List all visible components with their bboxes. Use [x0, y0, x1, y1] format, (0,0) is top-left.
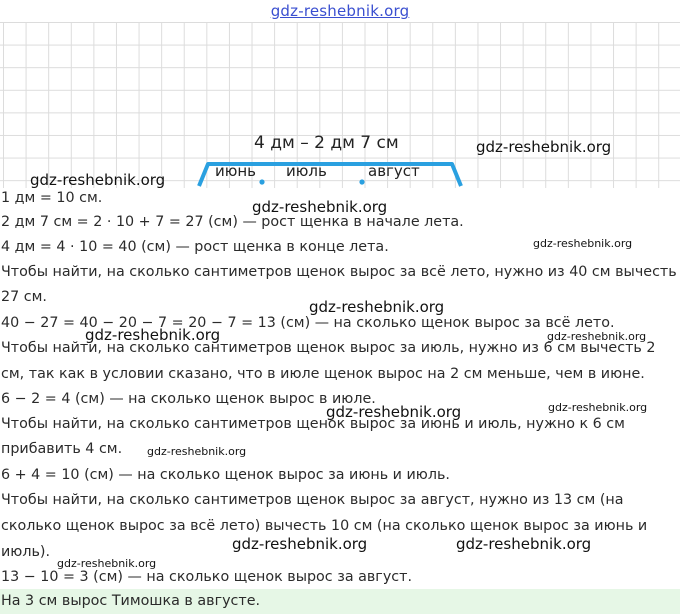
- solution-line-10: Чтобы найти, на сколько сантиметров щенок вырос за июнь и июль, нужно к 6 см: [1, 416, 625, 432]
- solution-line-7: Чтобы найти, на сколько сантиметров щенок вырос за июль, нужно из 6 см вычесть 2: [1, 340, 656, 356]
- solution-line-4: Чтобы найти, на сколько сантиметров щенок вырос за всё лето, нужно из 40 см вычесть: [1, 264, 677, 280]
- solution-line-16: 13 − 10 = 3 (см) — на сколько щенок вырос за август.: [1, 569, 413, 585]
- solution-line-5: 27 см.: [1, 289, 47, 305]
- month-july: июль: [286, 162, 327, 180]
- solution-line-15: июль).: [1, 544, 51, 560]
- divider-dot-2: [359, 179, 364, 184]
- watermark: gdz-reshebnik.org: [232, 535, 368, 553]
- watermark: gdz-reshebnik.org: [326, 403, 462, 421]
- solution-line-1: 1 дм = 10 см.: [1, 190, 103, 206]
- watermark: gdz-reshebnik.org: [30, 171, 166, 189]
- solution-line-8: см, так как в условии сказано, что в июле щенок вырос на 2 см меньше, чем в июне.: [1, 366, 645, 382]
- month-june: июнь: [215, 162, 257, 180]
- watermark: gdz-reshebnik.org: [85, 326, 221, 344]
- watermark: gdz-reshebnik.org: [456, 535, 592, 553]
- solution-line-12: 6 + 4 = 10 (см) — на сколько щенок вырос за июнь и июль.: [1, 467, 450, 483]
- diagram-formula: 4 дм – 2 дм 7 см: [254, 133, 399, 153]
- solution-line-9: 6 − 2 = 4 (см) — на сколько щенок вырос в июле.: [1, 391, 376, 407]
- month-august: август: [368, 162, 420, 180]
- solution-line-14: сколько щенок вырос за всё лето) вычесть 10 см (на сколько щенок вырос за июнь и: [1, 518, 648, 534]
- solution-line-6: 40 − 27 = 40 − 20 − 7 = 20 − 7 = 13 (см) — на сколько щенок вырос за всё лето.: [1, 315, 615, 331]
- watermark: gdz-reshebnik.org: [533, 237, 633, 250]
- watermark: gdz-reshebnik.org: [147, 445, 247, 458]
- answer-text: На 3 см вырос Тимошка в августе.: [1, 593, 261, 609]
- solution-line-3: 4 дм = 4 · 10 = 40 (см) — рост щенка в конце лета.: [1, 239, 389, 255]
- watermark: gdz-reshebnik.org: [476, 138, 612, 156]
- solution-line-11: прибавить 4 см.: [1, 441, 123, 457]
- watermark: gdz-reshebnik.org: [548, 401, 648, 414]
- solution-line-2: 2 дм 7 см = 2 · 10 + 7 = 27 (см) — рост щенка в начале лета.: [1, 214, 464, 230]
- watermark: gdz-reshebnik.org: [252, 198, 388, 216]
- header-watermark[interactable]: gdz-reshebnik.org: [270, 2, 410, 20]
- watermark: gdz-reshebnik.org: [547, 330, 647, 343]
- divider-dot-1: [259, 179, 264, 184]
- watermark: gdz-reshebnik.org: [309, 298, 445, 316]
- answer-row: [0, 589, 680, 614]
- watermark: gdz-reshebnik.org: [57, 557, 157, 570]
- solution-line-13: Чтобы найти, на сколько сантиметров щенок вырос за август, нужно из 13 см (на: [1, 492, 624, 508]
